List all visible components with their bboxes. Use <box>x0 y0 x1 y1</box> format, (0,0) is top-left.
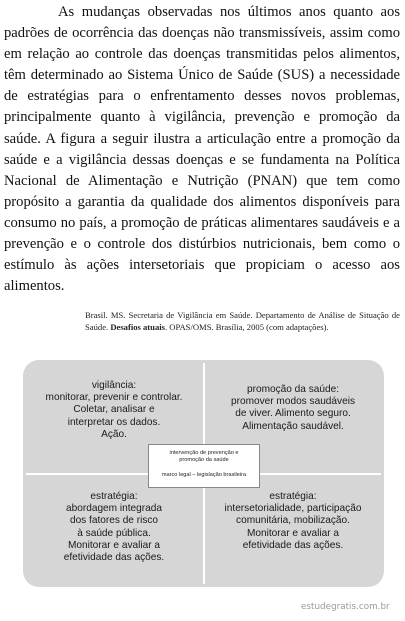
site-watermark: estudegratis.com.br <box>301 602 390 612</box>
quadrant-vigilancia: vigilância: monitorar, prevenir e controlar. Coletar, analisar e interpretar os dados. Ação. <box>45 380 183 440</box>
intro-paragraph: As mudanças observadas nos últimos anos quanto aos padrões de ocorrência das doenças não transmissíveis, assim como em relação ao controle das doenças transmitidas pelos alimentos, têm determinado ao Sistema Único de Saúde (SUS) a necessidade de estratégias para o enfrentamento desses novos problemas, principalmente quanto à vigilância, prevenção e promoção da saúde. A figura a seguir ilustra a articulação entre a promoção da saúde e a vigilância dessas doenças e se fundamenta na Política Nacional de Alimentação e Nutrição (PNAN) que tem como propósito a garantia da qualidade dos alimentos disponíveis para consumo no país, a promoção de práticas alimentares saudáveis e a prevenção e o controle dos distúrbios nutricionais, bem como o estímulo às ações intersetoriais que propiciam o acesso aos alimentos. <box>4 4 400 295</box>
source-citation <box>85 310 400 333</box>
quadrant-estrategia-left: estratégia: abordagem integrada dos fatores de risco à saúde pública. Monitorar e avaliar a efetividade das ações. <box>63 491 165 564</box>
quadrant-estrategia-right: estratégia: intersetorialidade, participação comunitária, mobilização. Monitorar e avaliar a efetividade das ações. <box>224 491 362 551</box>
center-intervention-label: intervenção de prevenção e promoção da saúde <box>169 450 239 463</box>
diagram-center-box <box>148 444 260 488</box>
quadrant-promocao-saude: promoção da saúde: promover modos saudáveis de viver. Alimento seguro. Alimentação saudável. <box>231 384 355 432</box>
citation-publisher: . OPAS/OMS. Brasília, 2005 (com adaptações). <box>164 321 329 332</box>
citation-authors: Brasil. MS. Secretaria de Vigilância em Saúde. Departamento de Análise de Situação de Saúde. <box>85 310 400 332</box>
citation-title: Desafios atuais <box>110 321 165 332</box>
center-legal-framework-label: marco legal – legislação brasileira <box>161 472 247 479</box>
